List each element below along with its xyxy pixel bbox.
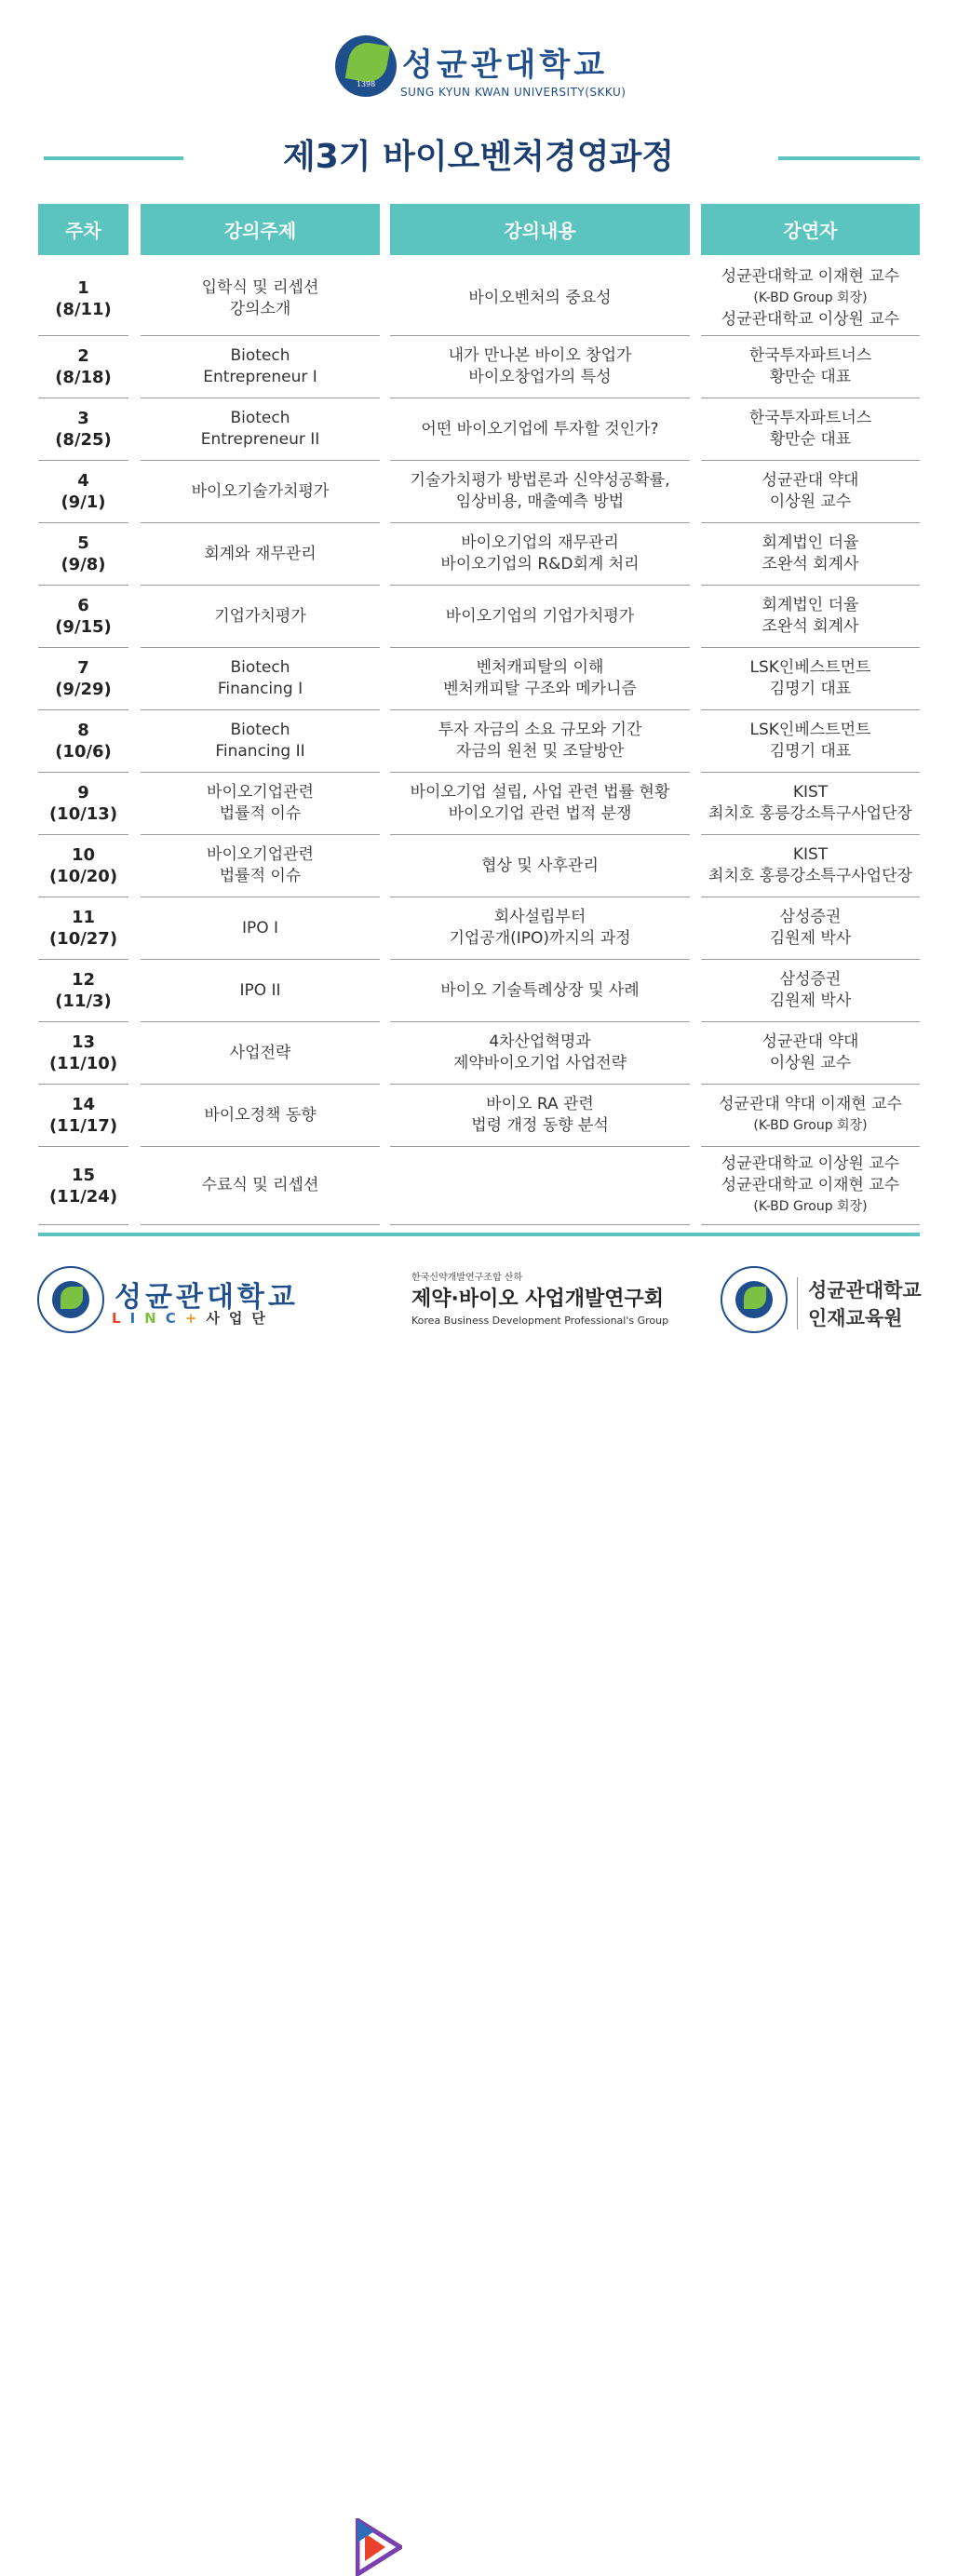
header-week: 주차 [38, 204, 128, 255]
header-topic: 강의주제 [141, 204, 380, 255]
linc-letter-l: L [112, 1310, 130, 1327]
num-line: (11/17) [48, 1116, 118, 1136]
topic-line: Financing I [217, 680, 303, 698]
speaker-line: 삼성증권 [779, 970, 842, 989]
cell-num [38, 710, 128, 773]
num-line: 8 [77, 721, 89, 740]
num-line: (11/24) [48, 1186, 118, 1207]
cell-topic [141, 835, 380, 897]
cell-topic [141, 336, 380, 398]
topic-line: 입학식 및 리셉션 [201, 277, 319, 297]
linc-sa: 사 [206, 1310, 229, 1327]
content-line: 자금의 원천 및 조달방안 [455, 742, 625, 761]
num-line: (10/20) [48, 867, 118, 886]
hr-institute-line2: 인재교육원 [808, 1307, 903, 1329]
num-line: 3 [77, 409, 89, 428]
header [0, 0, 957, 112]
cell-num [38, 1022, 128, 1085]
num-line: 2 [77, 346, 89, 366]
content-line: 바이오기업의 기업가치평가 [445, 606, 635, 626]
cell-content [390, 710, 690, 773]
cell-num [38, 336, 128, 398]
cell-content [390, 773, 690, 835]
num-line: (10/27) [48, 929, 118, 949]
cell-topic [141, 960, 380, 1022]
speaker-line: 한국투자파트너스 [748, 346, 872, 365]
cell-content [390, 262, 690, 336]
speaker-line: 회계법인 더율 [762, 533, 859, 552]
topic-line: IPO I [241, 918, 279, 937]
speaker-line: KIST [792, 845, 829, 864]
num-line: 11 [71, 908, 96, 927]
cell-num [38, 461, 128, 523]
speaker-line: 성균관대학교 이상원 교수 [721, 1154, 900, 1173]
cell-topic [141, 773, 380, 835]
kbd-english-name: Korea Business Development Professional's Group [411, 1315, 669, 1327]
speaker-line: 김원제 박사 [769, 929, 852, 948]
speaker-line: 한국투자파트너스 [748, 409, 872, 427]
content-line: 4차산업혁명과 [489, 1032, 591, 1051]
content-line: 바이오기업 관련 법적 분쟁 [448, 804, 632, 823]
cell-topic [141, 1022, 380, 1085]
num-line: (8/18) [55, 368, 112, 387]
topic-line: 바이오기술가치평가 [191, 481, 330, 501]
num-line: 10 [71, 845, 96, 865]
cell-speaker [701, 835, 920, 897]
topic-line: 바이오정책 동향 [204, 1105, 317, 1125]
cell-topic [141, 586, 380, 648]
num-line: (9/15) [55, 617, 112, 637]
cell-speaker [701, 262, 920, 336]
speaker-line: 황만순 대표 [769, 368, 852, 386]
cell-speaker [701, 897, 920, 960]
speaker-line: (K-BD Group 회장) [753, 1118, 868, 1133]
cell-content [390, 648, 690, 710]
num-line: 5 [77, 533, 89, 553]
cell-content [390, 1085, 690, 1147]
speaker-line: 성균관대학교 이재현 교수 [721, 267, 900, 286]
content-line: 협상 및 사후관리 [481, 856, 599, 875]
logo-english-name: SUNG KYUN KWAN UNIVERSITY(SKKU) [400, 86, 627, 99]
cell-speaker [701, 960, 920, 1022]
topic-line: IPO II [239, 980, 281, 1000]
hr-institute-line1: 성균관대학교 [808, 1279, 922, 1301]
speaker-line: 최치호 홍릉강소특구사업단장 [708, 867, 912, 885]
cell-speaker [701, 523, 920, 586]
speaker-line: 이상원 교수 [769, 1054, 852, 1072]
cell-content [390, 586, 690, 648]
cell-content [390, 461, 690, 523]
cell-content [390, 1022, 690, 1085]
linc-university-name: 성균관대학교 [115, 1281, 299, 1314]
cell-topic [141, 897, 380, 960]
cell-num [38, 523, 128, 586]
cell-topic [141, 262, 380, 336]
cell-topic [141, 523, 380, 586]
cell-content [390, 523, 690, 586]
cell-topic [141, 461, 380, 523]
topic-line: Biotech [230, 658, 290, 677]
header-speaker: 강연자 [701, 204, 920, 255]
footer-divider [797, 1277, 798, 1329]
speaker-line: 황만순 대표 [769, 430, 852, 449]
speaker-line: 삼성증권 [779, 908, 842, 926]
kbd-logo-icon [356, 2518, 402, 2576]
linc-letter-c: C [165, 1310, 185, 1327]
content-line: 바이오창업가의 특성 [468, 368, 612, 386]
linc-letter-i: I [129, 1310, 145, 1327]
topic-line: Biotech [230, 721, 290, 739]
num-line: (9/29) [55, 680, 112, 699]
content-line: 법령 개정 동향 분석 [471, 1116, 609, 1135]
logo-year: 1398 [356, 80, 376, 88]
cell-num [38, 262, 128, 336]
topic-line: Financing II [215, 742, 305, 761]
cell-speaker [701, 336, 920, 398]
cell-content [390, 398, 690, 461]
content-line: 내가 만나본 바이오 창업가 [448, 346, 632, 365]
topic-line: 회계와 재무관리 [204, 544, 317, 563]
num-line: (10/13) [48, 804, 118, 824]
linc-label [112, 1308, 275, 1328]
cell-num [38, 1147, 128, 1225]
header-content: 강의내용 [390, 204, 690, 255]
num-line: (8/25) [55, 430, 112, 450]
linc-eop: 업 [228, 1310, 252, 1327]
speaker-line: 성균관대 약대 [762, 1032, 859, 1051]
speaker-line: KIST [792, 783, 829, 802]
speaker-line: 이상원 교수 [769, 492, 852, 511]
num-line: (9/1) [61, 492, 106, 512]
topic-line: Entrepreneur II [200, 430, 320, 449]
cell-num [38, 648, 128, 710]
logo-korean-name: 성균관대학교 [402, 47, 609, 84]
bottom-divider [38, 1233, 920, 1236]
content-line: 투자 자금의 소요 규모와 기간 [438, 721, 642, 739]
speaker-line: 성균관대학교 이상원 교수 [721, 310, 900, 329]
cell-content [390, 897, 690, 960]
topic-line: 법률적 이슈 [219, 867, 302, 885]
speaker-line: 성균관대 약대 [762, 471, 859, 490]
cell-content [390, 835, 690, 897]
cell-topic [141, 1085, 380, 1147]
num-line: (8/11) [55, 299, 112, 319]
num-line: (11/3) [55, 991, 112, 1011]
cell-speaker [701, 648, 920, 710]
content-line: 어떤 바이오기업에 투자할 것인가? [421, 419, 659, 438]
speaker-line: 성균관대학교 이재현 교수 [721, 1176, 900, 1194]
speaker-line: 조완석 회계사 [762, 555, 859, 573]
skku-seal-icon [37, 1266, 104, 1333]
content-line: 임상비용, 매출예측 방법 [455, 492, 625, 511]
linc-plus: + [184, 1310, 207, 1327]
speaker-line: 김명기 대표 [769, 742, 852, 761]
topic-line: 사업전략 [229, 1043, 291, 1062]
topic-line: Biotech [230, 409, 290, 427]
cell-speaker [701, 1147, 920, 1225]
cell-speaker [701, 586, 920, 648]
cell-speaker [701, 1085, 920, 1147]
topic-line: 바이오기업관련 [207, 845, 314, 864]
topic-line: 수료식 및 리셉션 [201, 1176, 319, 1194]
num-line: 12 [71, 970, 96, 990]
cell-speaker [701, 1022, 920, 1085]
cell-num [38, 1085, 128, 1147]
title-divider-right [778, 156, 920, 160]
linc-letter-n: N [144, 1310, 166, 1327]
content-line: 바이오 기술특례상장 및 사례 [440, 980, 640, 1000]
speaker-line: (K-BD Group 회장) [753, 290, 868, 305]
cell-content [390, 336, 690, 398]
content-line: 기업공개(IPO)까지의 과정 [449, 929, 631, 948]
topic-line: 기업가치평가 [214, 606, 306, 626]
num-line: 4 [77, 471, 89, 491]
cell-num [38, 960, 128, 1022]
cell-num [38, 897, 128, 960]
topic-line: 강의소개 [229, 299, 291, 318]
kbd-parent-org: 한국신약개발연구조합 산하 [411, 1273, 523, 1283]
speaker-line: 조완석 회계사 [762, 617, 859, 636]
num-line: 1 [77, 277, 89, 298]
num-line: (11/10) [48, 1054, 118, 1073]
cell-num [38, 773, 128, 835]
topic-line: Entrepreneur I [203, 368, 317, 386]
num-line: 7 [77, 658, 89, 678]
cell-speaker [701, 773, 920, 835]
speaker-line: 김원제 박사 [769, 991, 852, 1010]
speaker-line: LSK인베스트먼트 [749, 658, 871, 677]
speaker-line: 회계법인 더율 [762, 596, 859, 614]
num-line: 13 [71, 1032, 96, 1052]
topic-line: 바이오기업관련 [207, 783, 314, 802]
cell-topic [141, 398, 380, 461]
num-line: (9/8) [61, 555, 106, 574]
cell-speaker [701, 398, 920, 461]
cell-num [38, 835, 128, 897]
content-line: 기술가치평가 방법론과 신약성공확률, [410, 471, 670, 490]
skku-logo-icon [335, 35, 397, 97]
speaker-line: 김명기 대표 [769, 680, 852, 698]
topic-line: 법률적 이슈 [219, 804, 302, 823]
content-line: 바이오기업의 R&D회계 처리 [440, 555, 640, 573]
num-line: 15 [71, 1165, 96, 1185]
cell-speaker [701, 710, 920, 773]
cell-speaker [701, 461, 920, 523]
num-line: 14 [71, 1095, 96, 1114]
cell-topic [141, 1147, 380, 1225]
speaker-line: (K-BD Group 회장) [753, 1199, 868, 1214]
speaker-line: 최치호 홍릉강소특구사업단장 [708, 804, 912, 823]
num-line: 6 [77, 596, 89, 615]
cell-topic [141, 710, 380, 773]
content-line: 바이오기업 설립, 사업 관련 법률 현황 [410, 783, 670, 802]
content-line: 바이오벤처의 중요성 [468, 289, 612, 307]
num-line: 9 [77, 783, 89, 802]
content-line: 바이오 RA 관련 [486, 1095, 594, 1113]
content-line: 벤처캐피탈의 이해 [476, 658, 604, 677]
cell-content [390, 960, 690, 1022]
cell-num [38, 398, 128, 461]
cell-topic [141, 648, 380, 710]
skku-seal-icon-2 [721, 1266, 788, 1333]
speaker-line: LSK인베스트먼트 [749, 721, 871, 739]
content-line: 바이오기업의 재무관리 [461, 533, 619, 552]
content-line: 회사설립부터 [493, 908, 586, 926]
page-title: 제3기 바이오벤처경영과정 [282, 138, 675, 176]
content-line: 벤처캐피탈 구조와 메카니즘 [443, 680, 637, 698]
speaker-line: 성균관대 약대 이재현 교수 [719, 1095, 902, 1113]
num-line: (10/6) [55, 742, 112, 762]
kbd-name: 제약·바이오 사업개발연구회 [411, 1288, 665, 1311]
linc-dan: 단 [251, 1310, 275, 1327]
cell-num [38, 586, 128, 648]
topic-line: Biotech [230, 346, 290, 365]
content-line: 제약바이오기업 사업전략 [452, 1054, 627, 1072]
cell-content [390, 1147, 690, 1225]
